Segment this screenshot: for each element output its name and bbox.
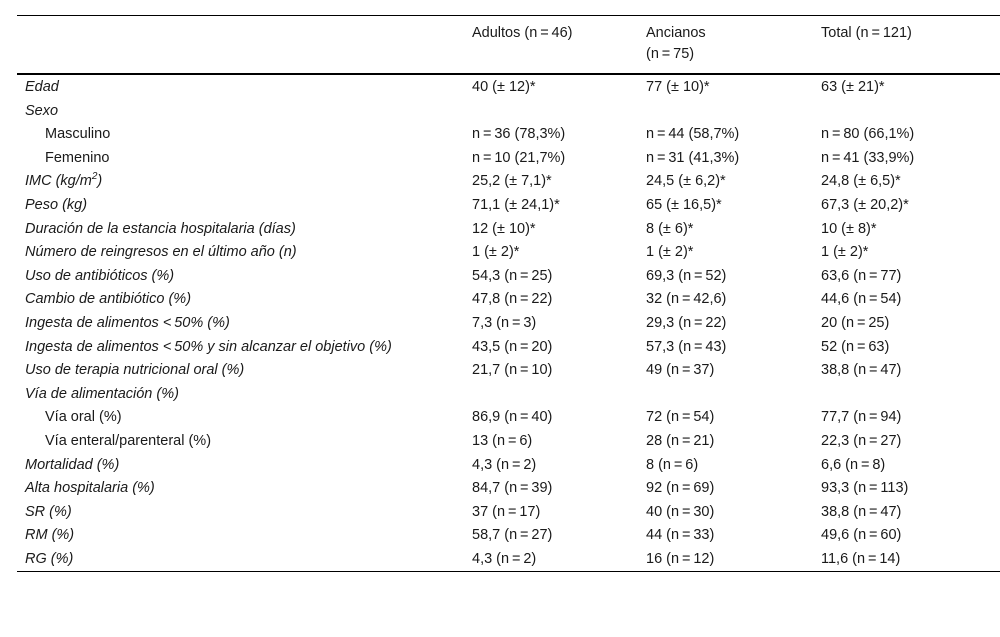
cell-total: 63,6 (n = 77) — [821, 267, 902, 284]
row-label: Edad — [25, 79, 59, 95]
cell-elderly: n = 31 (41,3%) — [646, 149, 740, 166]
cell-elderly: n = 44 (58,7%) — [646, 126, 740, 143]
cell-elderly: 49 (n = 37) — [646, 362, 715, 379]
table-row — [17, 288, 1000, 312]
cell-adults: n = 36 (78,3%) — [472, 126, 566, 143]
cell-adults: 4,3 (n = 2) — [472, 550, 537, 567]
table-header — [17, 16, 1000, 75]
row-label: Ingesta de alimentos < 50% (%) — [25, 314, 230, 331]
cell-elderly: 29,3 (n = 22) — [646, 314, 727, 331]
table-row — [17, 359, 1000, 383]
cell-total: 22,3 (n = 27) — [821, 432, 902, 449]
cell-adults: 86,9 (n = 40) — [472, 409, 553, 426]
cell-total: 24,8 (± 6,5)* — [821, 173, 901, 190]
table-row — [17, 170, 1000, 194]
row-label: Femenino — [45, 149, 110, 166]
table-row — [17, 430, 1000, 454]
header-elderly — [638, 16, 813, 75]
table-row — [17, 477, 1000, 501]
cell-elderly — [638, 100, 813, 124]
row-label: Uso de terapia nutricional oral (%) — [25, 362, 245, 379]
row-label: Duración de la estancia hospitalaria (días) — [25, 220, 296, 237]
cell-elderly: 72 (n = 54) — [646, 409, 715, 426]
cell-elderly: 40 (n = 30) — [646, 503, 715, 520]
cell-adults: 37 (n = 17) — [472, 503, 541, 520]
table-row — [17, 218, 1000, 242]
row-label: Vía enteral/parenteral (%) — [45, 432, 212, 449]
header-total: Total (n = 121) — [821, 25, 912, 41]
cell-elderly: 8 (n = 6) — [646, 456, 699, 473]
cell-total: n = 80 (66,1%) — [821, 126, 915, 143]
table-row — [17, 501, 1000, 525]
table-row — [17, 147, 1000, 171]
cell-total: 49,6 (n = 60) — [821, 527, 902, 544]
cell-total: 67,3 (± 20,2)* — [821, 196, 909, 213]
header-adults: Adultos (n = 46) — [472, 25, 573, 41]
row-label-text: IMC (kg/m — [25, 173, 92, 190]
table-row — [17, 548, 1000, 572]
cell-adults — [464, 383, 638, 407]
cell-total: 77,7 (n = 94) — [821, 409, 902, 426]
cell-total: 20 (n = 25) — [821, 314, 890, 331]
cell-adults: 43,5 (n = 20) — [472, 338, 553, 355]
cell-elderly: 77 (± 10)* — [646, 79, 710, 95]
cell-elderly: 24,5 (± 6,2)* — [646, 173, 726, 190]
table-row — [17, 241, 1000, 265]
cell-total: 38,8 (n = 47) — [821, 362, 902, 379]
cell-total: 52 (n = 63) — [821, 338, 890, 355]
table-body — [17, 74, 1000, 572]
row-label: Sexo — [25, 102, 59, 119]
cell-total: 44,6 (n = 54) — [821, 291, 902, 308]
cell-elderly: 69,3 (n = 52) — [646, 267, 727, 284]
cell-adults — [464, 100, 638, 124]
cell-adults: 7,3 (n = 3) — [472, 314, 537, 331]
table-row — [17, 524, 1000, 548]
row-label: Número de reingresos en el último año (n) — [25, 244, 297, 261]
row-label: Cambio de antibiótico (%) — [25, 291, 192, 308]
row-label — [17, 170, 464, 194]
cell-adults: n = 10 (21,7%) — [472, 149, 566, 166]
cell-total: 11,6 (n = 14) — [821, 550, 901, 567]
cell-adults: 21,7 (n = 10) — [472, 362, 553, 379]
row-label: Peso (kg) — [25, 196, 88, 213]
table-row — [17, 383, 1000, 407]
row-label: Ingesta de alimentos < 50% y sin alcanzar el objetivo (%) — [25, 338, 392, 355]
cell-total — [813, 100, 1000, 124]
cell-adults: 25,2 (± 7,1)* — [472, 173, 552, 190]
cell-adults: 58,7 (n = 27) — [472, 527, 553, 544]
cell-elderly: 16 (n = 12) — [646, 550, 715, 567]
cell-adults: 47,8 (n = 22) — [472, 291, 553, 308]
cell-adults: 84,7 (n = 39) — [472, 480, 553, 497]
row-label: RM (%) — [25, 527, 75, 544]
row-label: Vía de alimentación (%) — [25, 385, 179, 402]
row-label-suffix: ) — [97, 173, 103, 190]
table-row — [17, 336, 1000, 360]
cell-elderly: 65 (± 16,5)* — [646, 196, 722, 213]
table-row — [17, 74, 1000, 100]
row-label: SR (%) — [25, 503, 72, 520]
cell-total: 6,6 (n = 8) — [821, 456, 886, 473]
cell-total: 38,8 (n = 47) — [821, 503, 902, 520]
row-label: RG (%) — [25, 550, 74, 567]
cell-elderly: 1 (± 2)* — [646, 244, 694, 261]
table-row — [17, 100, 1000, 124]
header-row — [17, 16, 1000, 75]
cell-adults: 12 (± 10)* — [472, 220, 536, 237]
table-row — [17, 265, 1000, 289]
row-label: Alta hospitalaria (%) — [25, 480, 155, 497]
table-row — [17, 123, 1000, 147]
cell-adults: 54,3 (n = 25) — [472, 267, 553, 284]
cell-elderly: 92 (n = 69) — [646, 480, 715, 497]
cell-adults: 1 (± 2)* — [472, 244, 520, 261]
cell-elderly: 44 (n = 33) — [646, 527, 715, 544]
cell-total — [813, 383, 1000, 407]
header-elderly-line1: Ancianos — [646, 25, 706, 41]
header-elderly-line2: (n = 75) — [646, 46, 695, 62]
cell-adults: 40 (± 12)* — [472, 79, 536, 95]
cell-elderly: 8 (± 6)* — [646, 220, 694, 237]
cell-total: 10 (± 8)* — [821, 220, 877, 237]
row-label: Uso de antibióticos (%) — [25, 267, 175, 284]
cell-elderly: 32 (n = 42,6) — [646, 291, 727, 308]
row-label: Mortalidad (%) — [25, 456, 120, 473]
cell-adults: 4,3 (n = 2) — [472, 456, 537, 473]
row-label: Masculino — [45, 126, 111, 143]
cell-adults: 13 (n = 6) — [472, 432, 533, 449]
table-row — [17, 454, 1000, 478]
table-row — [17, 194, 1000, 218]
cell-elderly: 57,3 (n = 43) — [646, 338, 727, 355]
cell-total: 93,3 (n = 113) — [821, 480, 909, 497]
cell-total: n = 41 (33,9%) — [821, 149, 915, 166]
table-row — [17, 312, 1000, 336]
row-label-superscript: 2 — [91, 171, 98, 183]
data-table — [17, 15, 1000, 572]
table-row — [17, 406, 1000, 430]
cell-total: 63 (± 21)* — [821, 79, 885, 95]
cell-elderly — [638, 383, 813, 407]
cell-adults: 71,1 (± 24,1)* — [472, 196, 560, 213]
row-label: Vía oral (%) — [45, 409, 122, 426]
cell-total: 1 (± 2)* — [821, 244, 869, 261]
header-label — [17, 16, 464, 75]
cell-elderly: 28 (n = 21) — [646, 432, 715, 449]
